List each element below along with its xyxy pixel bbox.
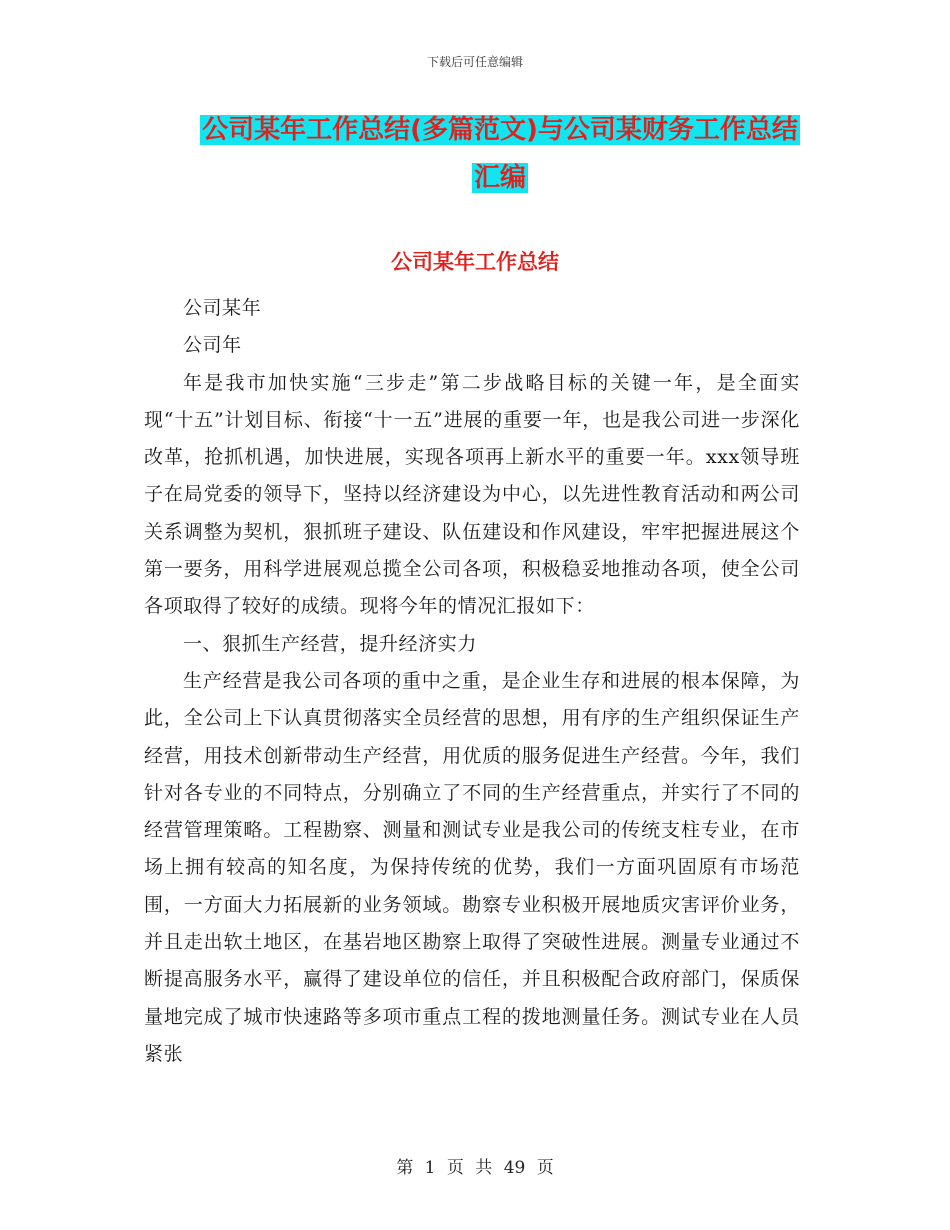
body-text (144, 290, 800, 1073)
paragraph: 一、狠抓生产经营，提升经济实力 (182, 632, 477, 655)
header-note: 下载后可任意编辑 (426, 55, 523, 69)
paragraph: 生产经营是我公司各项的重中之重，是企业生存和进展的根本保障，为此，全公司上下认真贯彻落实全员经营的思想，用有序的生产组织保证生产经营，用技术创新带动生产经营，用优质的服务促进生产经营。今年，我们针对各专业的不同特点，分别确立了不同的生产经营重点，并实行了不同的经营管理策略。工程勘察、测量和测试专业是我公司的传统支柱专业，在市场上拥有较高的知名度，为保持传统的优势，我们一方面巩固原有市场范围，一方面大力拓展新的业务领域。勘察专业积极开展地质灾害评价业务，并且走出软土地区，在基岩地区勘察上取得了突破性进展。测量专业通过不断提高服务水平，赢得了建设单位的信任，并且积极配合政府部门，保质保量地完成了城市快速路等多项市重点工程的拨地测量任务。测试专业在人员紧张 (144, 669, 800, 1065)
paragraph: 年是我市加快实施“三步走”第二步战略目标的关键一年，是全面实现“十五”计划目标、衔接“十一五”进展的重要一年，也是我公司进一步深化改革，抢抓机遇，加快进展，实现各项再上新水平的重要一年。xxx领导班子在局党委的领导下，坚持以经济建设为中心，以先进性教育活动和两公司关系调整为契机，狠抓班子建设、队伍建设和作风建设，牢牢把握进展这个第一要务，用科学进展观总揽全公司各项，积极稳妥地推动各项，使全公司各项取得了较好的成绩。现将今年的情况汇报如下： (144, 371, 800, 618)
paragraph: 公司年 (182, 334, 242, 357)
document-title-line-1: 公司某年工作总结(多篇范文)与公司某财务工作总结 (202, 115, 798, 145)
paragraph: 公司某年 (182, 297, 262, 319)
page-indicator: 第 1 页 共 49 页 (396, 1158, 554, 1178)
section-title: 公司某年工作总结 (391, 250, 559, 274)
document-title (150, 106, 850, 202)
document-title-line-2: 汇编 (473, 163, 526, 193)
